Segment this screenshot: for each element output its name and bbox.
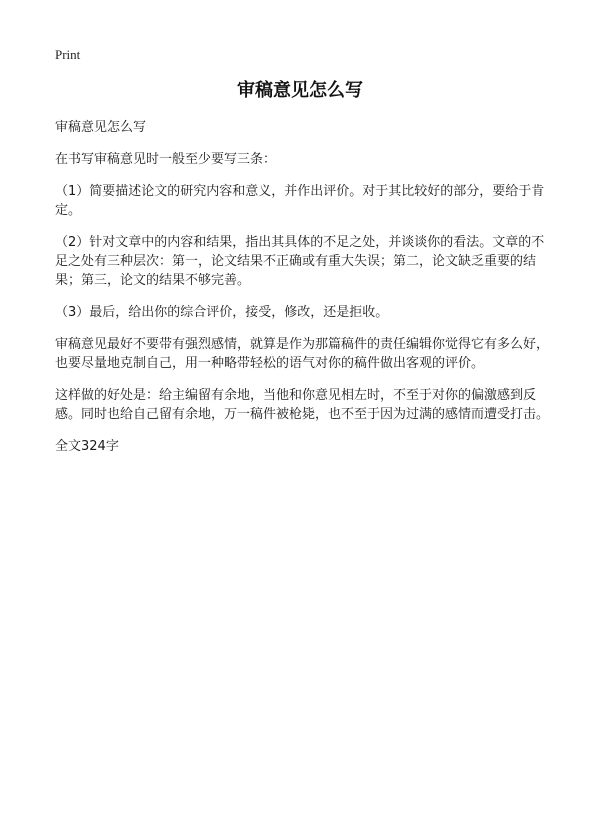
document-title: 审稿意见怎么写 — [237, 80, 363, 101]
paragraph-subtitle: 审稿意见怎么写 — [55, 120, 147, 135]
paragraph-point-3: （3）最后，给出你的综合评价，接受，修改，还是拒收。 — [55, 305, 389, 320]
paragraph-intro: 在书写审稿意见时一般至少要写三条： — [55, 152, 277, 167]
paragraph-point-1: （1）简要描述论文的研究内容和意义，并作出评价。对于其比较好的部分，要给于肯定。 — [55, 184, 545, 218]
document-body — [55, 118, 555, 456]
word-count: 全文324字 — [55, 439, 119, 454]
paragraph-benefit: 这样做的好处是：给主编留有余地，当他和你意见相左时，不至于对你的偏激感到反感。同时也给自己留有余地，万一稿件被枪毙，也不至于因为过满的感情而遭受打击。 — [55, 388, 550, 422]
print-link[interactable]: Print — [55, 47, 81, 62]
paragraph-point-2: （2）针对文章中的内容和结果，指出其具体的不足之处，并谈谈你的看法。文章的不足之处有三种层次：第一，论文结果不正确或有重大失误；第二，论文缺乏重要的结果；第三，论文的结果不够完善。 — [55, 235, 545, 288]
paragraph-advice: 审稿意见最好不要带有强烈感情，就算是作为那篇稿件的责任编辑你觉得它有多么好，也要尽量地克制自己，用一种略带轻松的语气对你的稿件做出客观的评价。 — [55, 337, 550, 371]
